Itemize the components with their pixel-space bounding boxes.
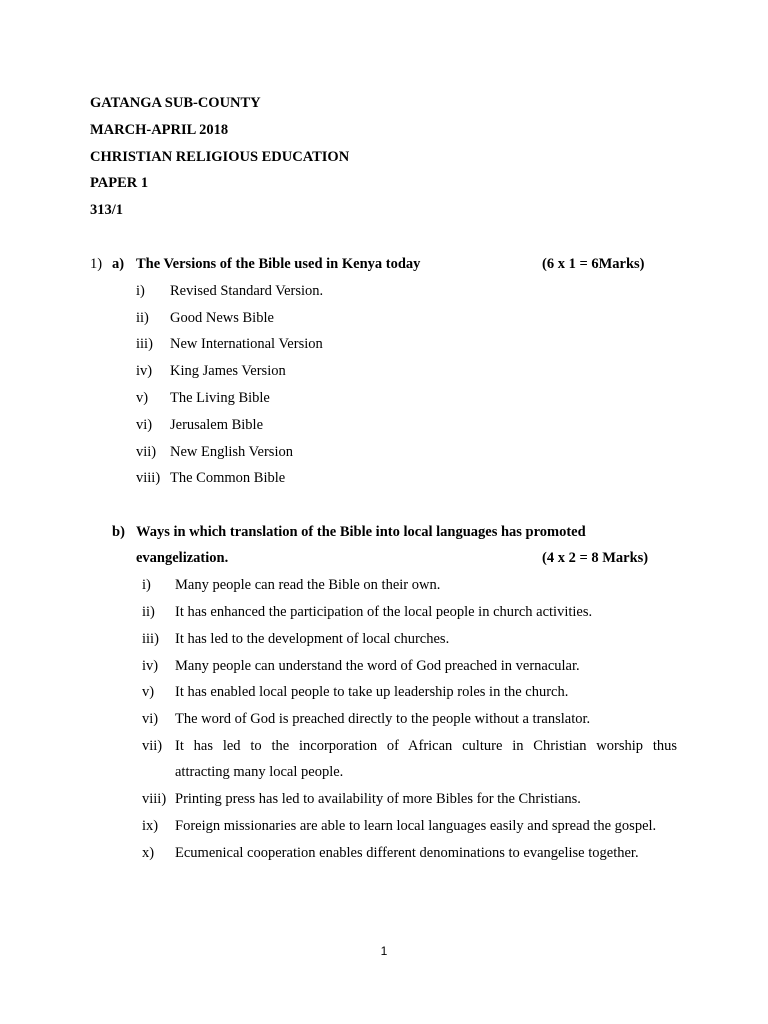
list-item-number: x) bbox=[142, 845, 155, 861]
page-number: 1 bbox=[380, 944, 388, 958]
list-item-number: i) bbox=[136, 283, 145, 299]
part-a-title: The Versions of the Bible used in Kenya today bbox=[136, 256, 421, 272]
list-item: It has enabled local people to take up leadership roles in the church. bbox=[175, 684, 569, 700]
part-b-title: Ways in which translation of the Bible into local languages has promoted bbox=[136, 524, 586, 540]
list-item-number: v) bbox=[142, 684, 155, 700]
part-a-marks: (6 x 1 = 6Marks) bbox=[542, 256, 645, 272]
list-item-number: ix) bbox=[142, 818, 159, 834]
list-item: The Living Bible bbox=[170, 390, 270, 406]
list-item: It has led to the development of local churches. bbox=[175, 631, 450, 647]
list-item: It has led to the incorporation of African culture in Christian worship thus bbox=[175, 738, 677, 754]
list-item: The word of God is preached directly to the people without a translator. bbox=[175, 711, 591, 727]
part-b-label: b) bbox=[112, 524, 125, 540]
list-item: New English Version bbox=[170, 444, 293, 460]
header-session: MARCH-APRIL 2018 bbox=[90, 122, 229, 138]
list-item-number: ii) bbox=[142, 604, 155, 620]
list-item-number: ii) bbox=[136, 310, 149, 326]
list-item: Printing press has led to availability of more Bibles for the Christians. bbox=[175, 791, 581, 807]
part-b-marks: (4 x 2 = 8 Marks) bbox=[542, 550, 649, 566]
part-a-label: a) bbox=[112, 256, 125, 272]
list-item-number: vi) bbox=[136, 417, 153, 433]
list-item: Jerusalem Bible bbox=[170, 417, 264, 433]
list-item-number: vii) bbox=[142, 738, 163, 754]
list-item-number: viii) bbox=[136, 470, 161, 486]
list-item: King James Version bbox=[170, 363, 286, 379]
list-item: New International Version bbox=[170, 336, 323, 352]
list-item-number: iv) bbox=[142, 658, 159, 674]
list-item-number: iii) bbox=[142, 631, 159, 647]
list-item-number: i) bbox=[142, 577, 151, 593]
header-county: GATANGA SUB-COUNTY bbox=[90, 95, 261, 111]
part-b-title-cont: evangelization. bbox=[136, 550, 229, 566]
list-item-number: iv) bbox=[136, 363, 153, 379]
list-item: Many people can understand the word of God preached in vernacular. bbox=[175, 658, 580, 674]
list-item: Ecumenical cooperation enables different denominations to evangelise together. bbox=[175, 845, 639, 861]
list-item-number: iii) bbox=[136, 336, 153, 352]
list-item: The Common Bible bbox=[170, 470, 286, 486]
header-subject: CHRISTIAN RELIGIOUS EDUCATION bbox=[90, 149, 350, 165]
header-paper: PAPER 1 bbox=[90, 175, 149, 191]
list-item-number: vii) bbox=[136, 444, 157, 460]
list-item: Revised Standard Version. bbox=[170, 283, 324, 299]
list-item-continuation: attracting many local people. bbox=[175, 764, 344, 780]
question-number: 1) bbox=[90, 256, 103, 272]
list-item: Many people can read the Bible on their own. bbox=[175, 577, 441, 593]
header-code: 313/1 bbox=[90, 202, 124, 218]
list-item: Good News Bible bbox=[170, 310, 274, 326]
list-item-number: vi) bbox=[142, 711, 159, 727]
list-item-number: viii) bbox=[142, 791, 167, 807]
list-item: Foreign missionaries are able to learn local languages easily and spread the gospel. bbox=[175, 818, 657, 834]
list-item: It has enhanced the participation of the local people in church activities. bbox=[175, 604, 593, 620]
list-item-number: v) bbox=[136, 390, 149, 406]
